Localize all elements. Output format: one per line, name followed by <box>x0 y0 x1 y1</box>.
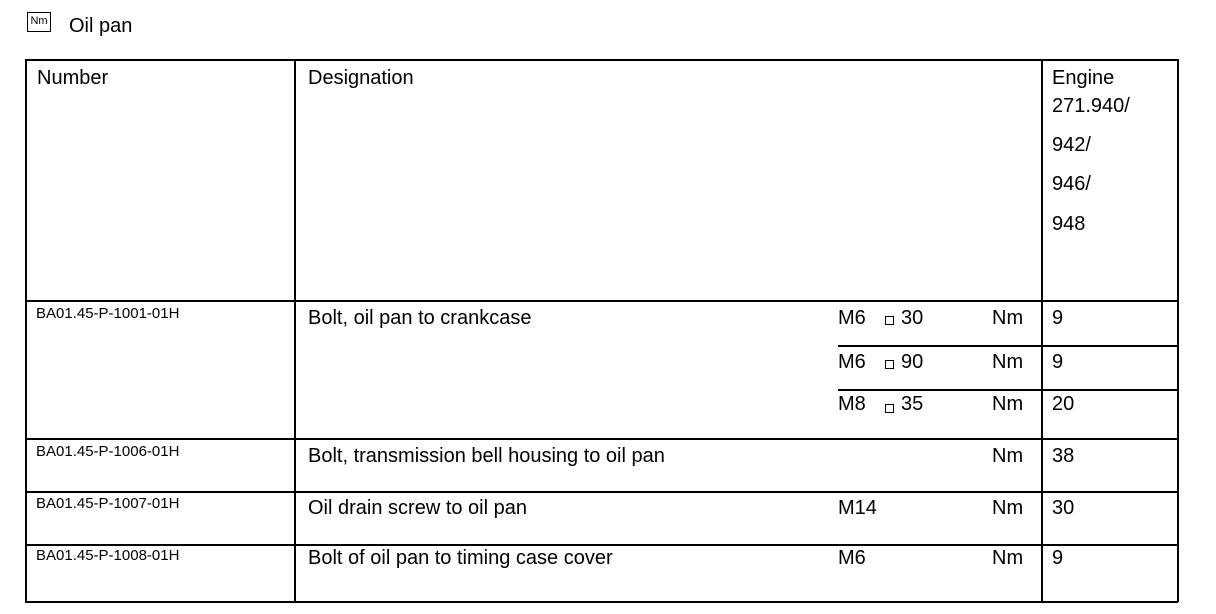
designation: Bolt, transmission bell housing to oil pan <box>308 445 665 467</box>
engine-variant: 946/ <box>1052 173 1091 195</box>
engine-variant: 942/ <box>1052 134 1091 156</box>
designation: Bolt, oil pan to crankcase <box>308 307 532 329</box>
torque-value: 9 <box>1052 351 1064 373</box>
document-number: BA01.45-P-1006-01H <box>36 443 180 460</box>
spec-divider <box>838 389 1178 391</box>
torque-value: 38 <box>1052 445 1075 467</box>
table-border-right <box>1177 59 1179 602</box>
nm-torque-icon: Nm <box>27 12 51 32</box>
torque-unit: Nm <box>992 547 1024 569</box>
thread-size: M6 <box>838 307 866 329</box>
designation: Bolt of oil pan to timing case cover <box>308 547 613 569</box>
document-number: BA01.45-P-1001-01H <box>36 305 180 322</box>
page-title: Oil pan <box>69 15 133 37</box>
column-header-engine: Engine <box>1052 67 1115 89</box>
thread-size: M8 <box>838 393 866 415</box>
row-divider <box>25 438 1178 440</box>
torque-unit: Nm <box>992 497 1024 519</box>
bolt-length: 30 <box>901 307 924 329</box>
table-border-left <box>25 59 27 602</box>
torque-value: 30 <box>1052 497 1075 519</box>
torque-unit: Nm <box>992 307 1024 329</box>
multiply-symbol-icon <box>885 360 894 369</box>
engine-variant: 948 <box>1052 213 1086 235</box>
row-divider <box>25 300 1178 302</box>
bolt-length: 35 <box>901 393 924 415</box>
torque-unit: Nm <box>992 393 1024 415</box>
multiply-symbol-icon <box>885 404 894 413</box>
row-divider <box>25 544 1178 546</box>
designation: Oil drain screw to oil pan <box>308 497 527 519</box>
column-header-number: Number <box>37 67 109 89</box>
spec-divider <box>838 345 1178 347</box>
thread-size: M14 <box>838 497 877 519</box>
row-divider <box>25 491 1178 493</box>
thread-size: M6 <box>838 351 866 373</box>
document-number: BA01.45-P-1007-01H <box>36 495 180 512</box>
torque-unit: Nm <box>992 445 1024 467</box>
engine-variant: 271.940/ <box>1052 95 1130 117</box>
document-number: BA01.45-P-1008-01H <box>36 547 180 564</box>
column-header-designation: Designation <box>308 67 414 89</box>
torque-unit: Nm <box>992 351 1024 373</box>
column-divider <box>294 59 296 602</box>
multiply-symbol-icon <box>885 316 894 325</box>
column-divider <box>1041 59 1043 602</box>
torque-value: 20 <box>1052 393 1075 415</box>
table-border-bottom <box>25 601 1178 603</box>
thread-size: M6 <box>838 547 866 569</box>
torque-value: 9 <box>1052 547 1064 569</box>
bolt-length: 90 <box>901 351 924 373</box>
table-border-top <box>25 59 1178 61</box>
torque-value: 9 <box>1052 307 1064 329</box>
